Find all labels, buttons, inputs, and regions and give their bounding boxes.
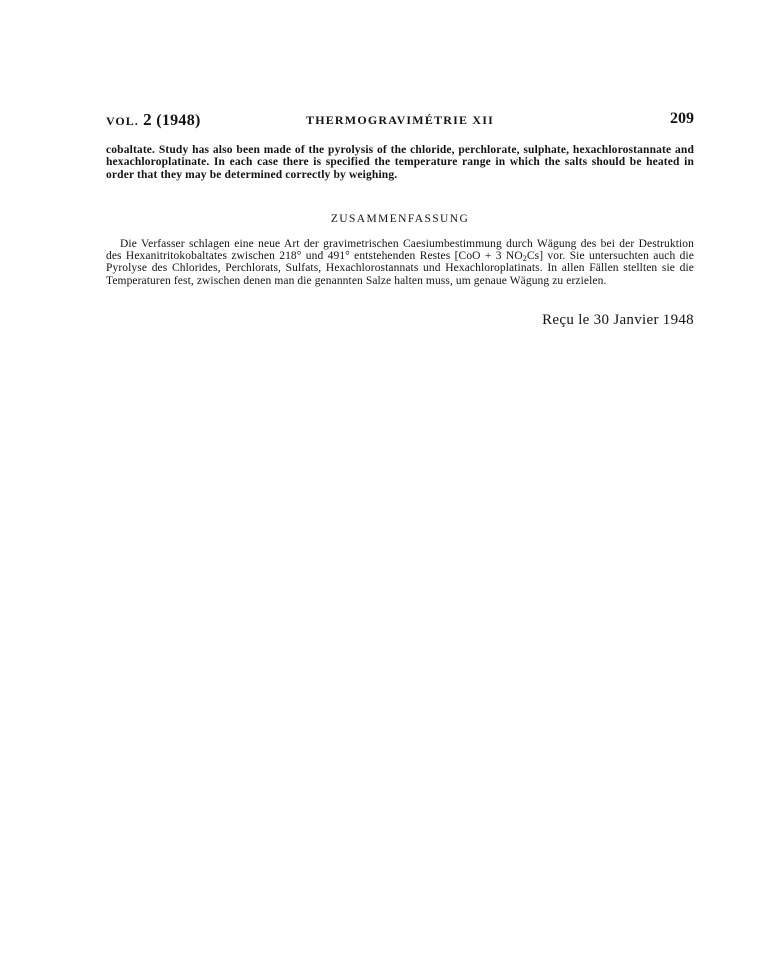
page-number: 209	[670, 110, 694, 127]
volume-year: (1948)	[156, 112, 201, 129]
volume-number: 2	[143, 110, 152, 129]
english-summary-paragraph: cobaltate. Study has also been made of the pyrolysis of the chloride, perchlorate, sulphate, hexachlorostannate and hexachloroplatinate. In each case there is specified the temperature range in which the salts should be heated in order that they may be determined correctly by weighing.	[106, 144, 694, 181]
german-summary-text-part2: Cs] vor. Sie untersuchten auch die Pyrolyse des Chlorides, Perchlorats, Sulfats, Hexachlorostannats und Hexachloroplatinats. In allen Fällen stellten sie die Temperaturen fest, zwischen denen man die genannten Salze halten muss, um genaue Wägung zu erzielen.	[106, 250, 695, 287]
running-title: THERMOGRAVIMÉTRIE XII	[305, 113, 494, 127]
running-header	[106, 110, 694, 132]
german-summary-text-part1: Die Verfasser schlagen eine neue Art der gravimetrischen Caesiumbestimmung durch Wägung des bei der Destruktion des Hexanitritokobaltates zwischen 218° und 491° entstehenden Restes [CoO + 3 NO	[106, 238, 694, 263]
german-summary-subscript: 2	[522, 254, 527, 264]
zusammenfassung-heading: ZUSAMMENFASSUNG	[330, 213, 470, 225]
german-summary-paragraph	[106, 238, 694, 287]
received-date: Reçu le 30 Janvier 1948	[542, 312, 694, 328]
volume-label: VOL.	[106, 114, 139, 128]
